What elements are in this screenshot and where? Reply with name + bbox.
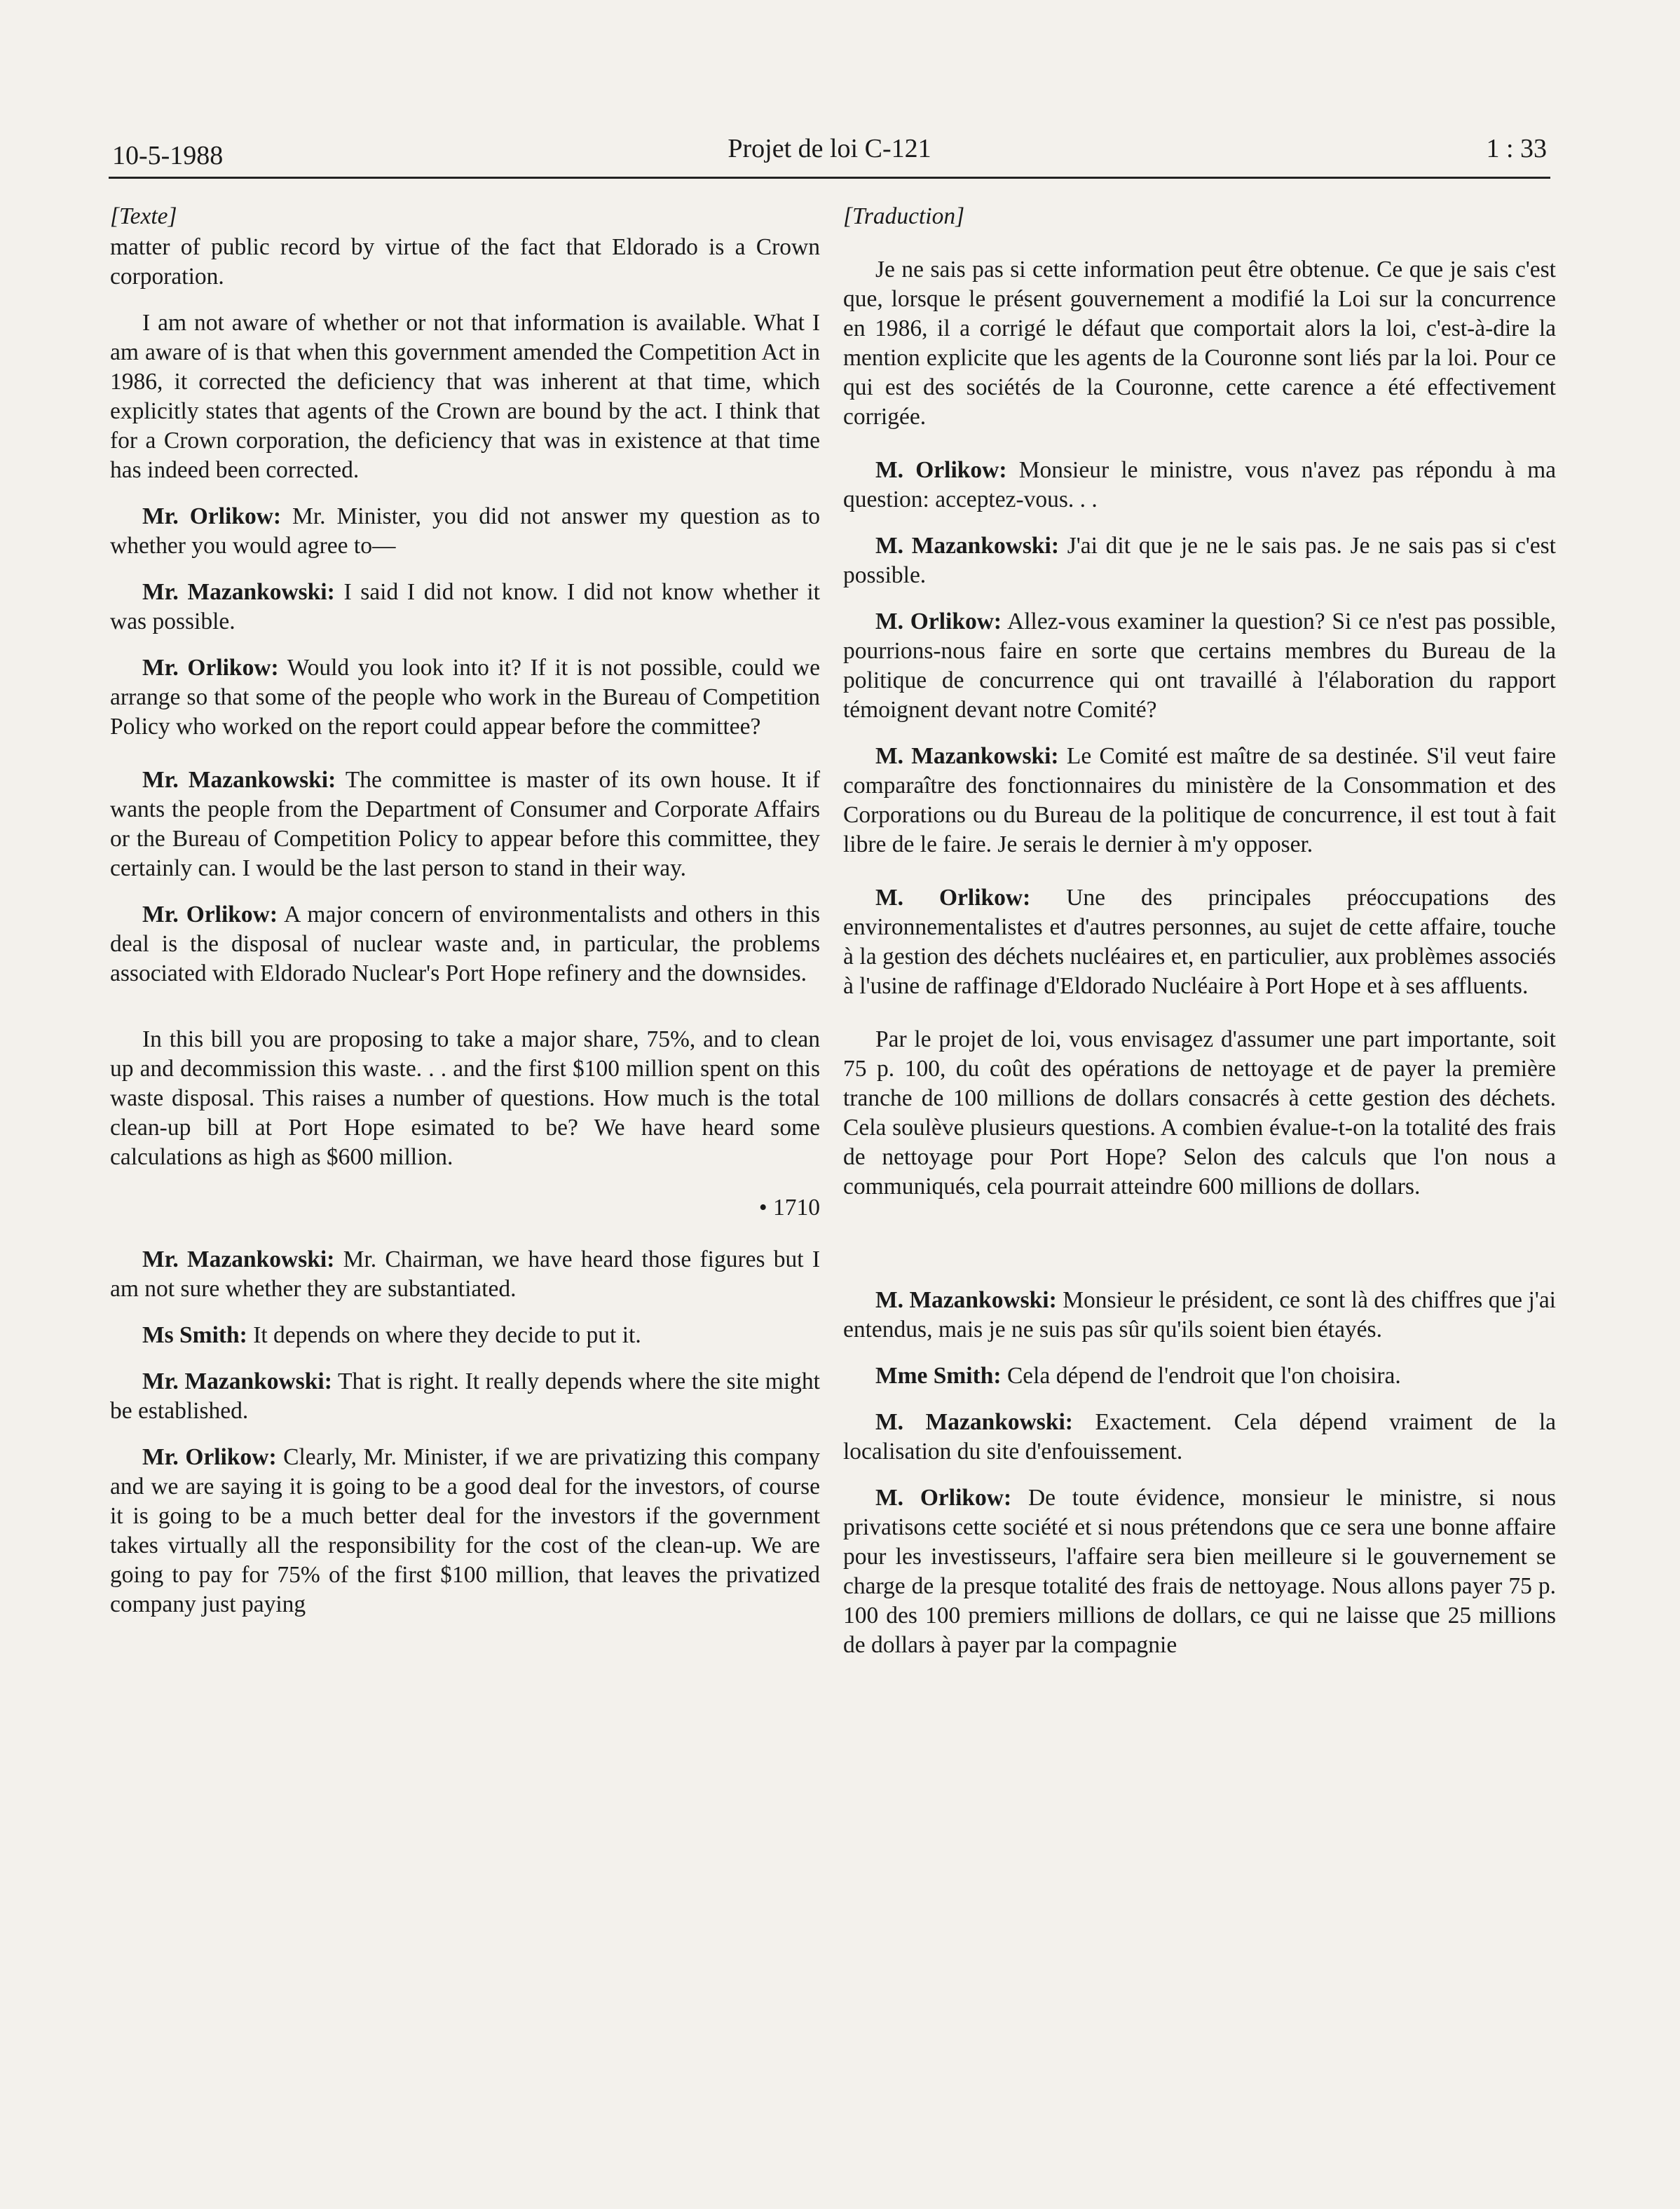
speaker-name: M. Orlikow: [875,885,1031,911]
paragraph [110,1443,820,1619]
paragraph-text: Le Comité est maître de sa destinée. S'il veut faire comparaître des fonctionnaires du ministère de la Consommation et des Corporations ou du Bureau de la politique de concurrence, il est tout à fait libre de le faire. Je serais le dernier à m'y opposer. [843,743,1557,857]
paragraph [110,1321,820,1350]
language-tag: [Traduction] [843,203,965,229]
running-header [112,134,1547,171]
paragraph-text: De toute évidence, monsieur le ministre, si nous privatisons cette société et si nous prétendons que ce sera une bonne affaire pour les investisseurs, l'affaire sera bien meilleure si le gouvernement se charge de la presque totalité des frais de nettoyage. Nous allons payer 75 p. 100 des 100 premiers millions de dollars, ce qui ne laisse que 25 millions de dollars à payer par la compagnie [843,1485,1557,1658]
speaker-name: Ms Smith: [142,1322,247,1348]
paragraph-text: Cela dépend de l'endroit que l'on choisira. [1006,1363,1401,1389]
paragraph [843,1286,1556,1345]
speaker-name: Mr. Mazankowski: [142,767,336,793]
paragraph-text: Mr. Minister, you did not answer my question as to whether you would agree to— [110,503,820,559]
paragraph-text: Allez-vous examiner la question? Si ce n'est pas possible, pourrions-nous faire en sorte que certains membres du Bureau de la politique de concurrence qui ont travaillé à l'élaboration du rapport témoignent devant notre Comité? [843,609,1557,723]
speaker-name: Mme Smith: [875,1363,1002,1389]
time-stamp: • 1710 [758,1195,820,1221]
paragraph-text: Would you look into it? If it is not possible, could we arrange so that some of the people who work in the Bureau of Competition Policy who worked on the report could appear before the committee? [110,655,820,740]
speaker-name: Mr. Mazankowski: [142,579,335,605]
english-column [110,202,820,1636]
paragraph [110,502,820,561]
paragraph [843,742,1556,859]
language-tag: [Texte] [110,203,177,229]
paragraph [110,766,820,883]
french-column [843,202,1556,1677]
speaker-name: Mr. Orlikow: [142,902,278,927]
paragraph [843,255,1556,432]
header-page-number: 1 : 33 [1486,134,1547,163]
speaker-name: M. Orlikow: [875,1485,1012,1511]
speaker-name: M. Mazankowski: [875,1409,1073,1435]
speaker-name: M. Mazankowski: [875,743,1059,769]
speaker-name: Mr. Mazankowski: [142,1246,335,1272]
paragraph [843,456,1556,515]
speaker-name: M. Orlikow: [875,609,1002,634]
paragraph [110,1367,820,1426]
paragraph [110,653,820,742]
header-title: Projet de loi C-121 [728,134,931,163]
paragraph-text: It depends on where they decide to put it. [253,1322,641,1348]
paragraph-text: I am not aware of whether or not that information is available. What I am aware of is that when this government amended the Competition Act in 1986, it corrected the deficiency that was inherent at that time, which explicitly states that agents of the Crown are bound by the act. I think that for a Crown corporation, the deficiency that was in existence at that time has indeed been corrected. [110,310,820,483]
paragraph [110,1245,820,1304]
paragraph-text: Monsieur le président, ce sont là des chiffres que j'ai entendus, mais je ne suis pas sûr qu'ils soient bien étayés. [843,1287,1556,1343]
paragraph-text: Une des principales préoccupations des environnementalistes et d'autres personnes, au sujet de cette affaire, touche à la gestion des déchets nucléaires et, en particulier, aux problèmes associés à l'usine de raffinage d'Eldorado Nucléaire à Port Hope et à ses affluents. [843,885,1557,999]
paragraph [843,1025,1556,1202]
paragraph-text: Par le projet de loi, vous envisagez d'assumer une part importante, soit 75 p. 100, du coût des opérations de nettoyage et de payer la première tranche de 100 millions de dollars consacrés à cette gestion des déchets. Cela soulève plusieurs questions. A combien évalue-t-on la totalité des frais de nettoyage pour Port Hope? Selon des calculs que l'on nous a communiqués, cela pourrait atteindre 600 millions de dollars. [843,1026,1556,1199]
speaker-name: Mr. Orlikow: [142,503,282,529]
paragraph [843,607,1556,725]
speaker-name: Mr. Orlikow: [142,655,279,681]
speaker-name: M. Mazankowski: [875,1287,1057,1313]
paragraph-text: Mr. Chairman, we have heard those figures but I am not sure whether they are substantiated. [110,1246,821,1302]
paragraph-text: Clearly, Mr. Minister, if we are privatizing this company and we are saying it is going to be a good deal for the investors, of course it is going to be a much better deal for the investors if the government takes virtually all the responsibility for the cost of the clean-up. We are going to pay for 75% of the first $100 million, that leaves the privatized company just paying [110,1444,821,1617]
speaker-name: Mr. Mazankowski: [142,1368,332,1394]
paragraph [110,578,820,637]
paragraph [843,1361,1556,1391]
paragraph [110,1025,820,1172]
speaker-name: M. Mazankowski: [875,533,1060,559]
paragraph [843,883,1556,1001]
paragraph-text: That is right. It really depends where the site might be established. [110,1368,820,1424]
header-date: 10-5-1988 [112,141,224,170]
continuation-paragraph: matter of public record by virtue of the fact that Eldorado is a Crown corporation. [110,234,820,290]
paragraph-text: I said I did not know. I did not know whether it was possible. [110,579,820,634]
paragraph-text: J'ai dit que je ne le sais pas. Je ne sais pas si c'est possible. [843,533,1556,588]
paragraph [843,1408,1556,1467]
paragraph [843,531,1556,590]
paragraph-text: Exactement. Cela dépend vraiment de la localisation du site d'enfouissement. [843,1409,1556,1464]
paragraph-text: The committee is master of its own house. It if wants the people from the Department of Consumer and Corporate Affairs or the Bureau of Competition Policy to appear before this committee, they certainly can. I would be the last person to stand in their way. [110,767,820,881]
paragraph [110,900,820,988]
paragraph-text: Je ne sais pas si cette information peut être obtenue. Ce que je sais c'est que, lorsque le présent gouvernement a modifié la Loi sur la concurrence en 1986, il a corrigé le défaut que comportait alors la loi, c'est-à-dire la mention explicite que les agents de la Couronne sont liés par la loi. Pour ce qui est des sociétés de la Couronne, cette carence a été effectivement corrigée. [843,257,1556,430]
paragraph [110,308,820,485]
header-rule [109,177,1550,179]
paragraph-text: In this bill you are proposing to take a major share, 75%, and to clean up and decommission this waste. . . and the first $100 million spent on this waste disposal. This raises a number of questions. How much is the total clean-up bill at Port Hope esimated to be? We have heard some calculations as high as $600 million. [110,1026,820,1170]
paragraph-text: A major concern of environmentalists and others in this deal is the disposal of nuclear waste and, in particular, the problems associated with Eldorado Nuclear's Port Hope refinery and the downsides. [110,902,821,986]
speaker-name: Mr. Orlikow: [142,1444,277,1470]
speaker-name: M. Orlikow: [875,457,1007,483]
paragraph-text: Monsieur le ministre, vous n'avez pas répondu à ma question: acceptez-vous. . . [843,457,1556,512]
paragraph [843,1483,1556,1660]
